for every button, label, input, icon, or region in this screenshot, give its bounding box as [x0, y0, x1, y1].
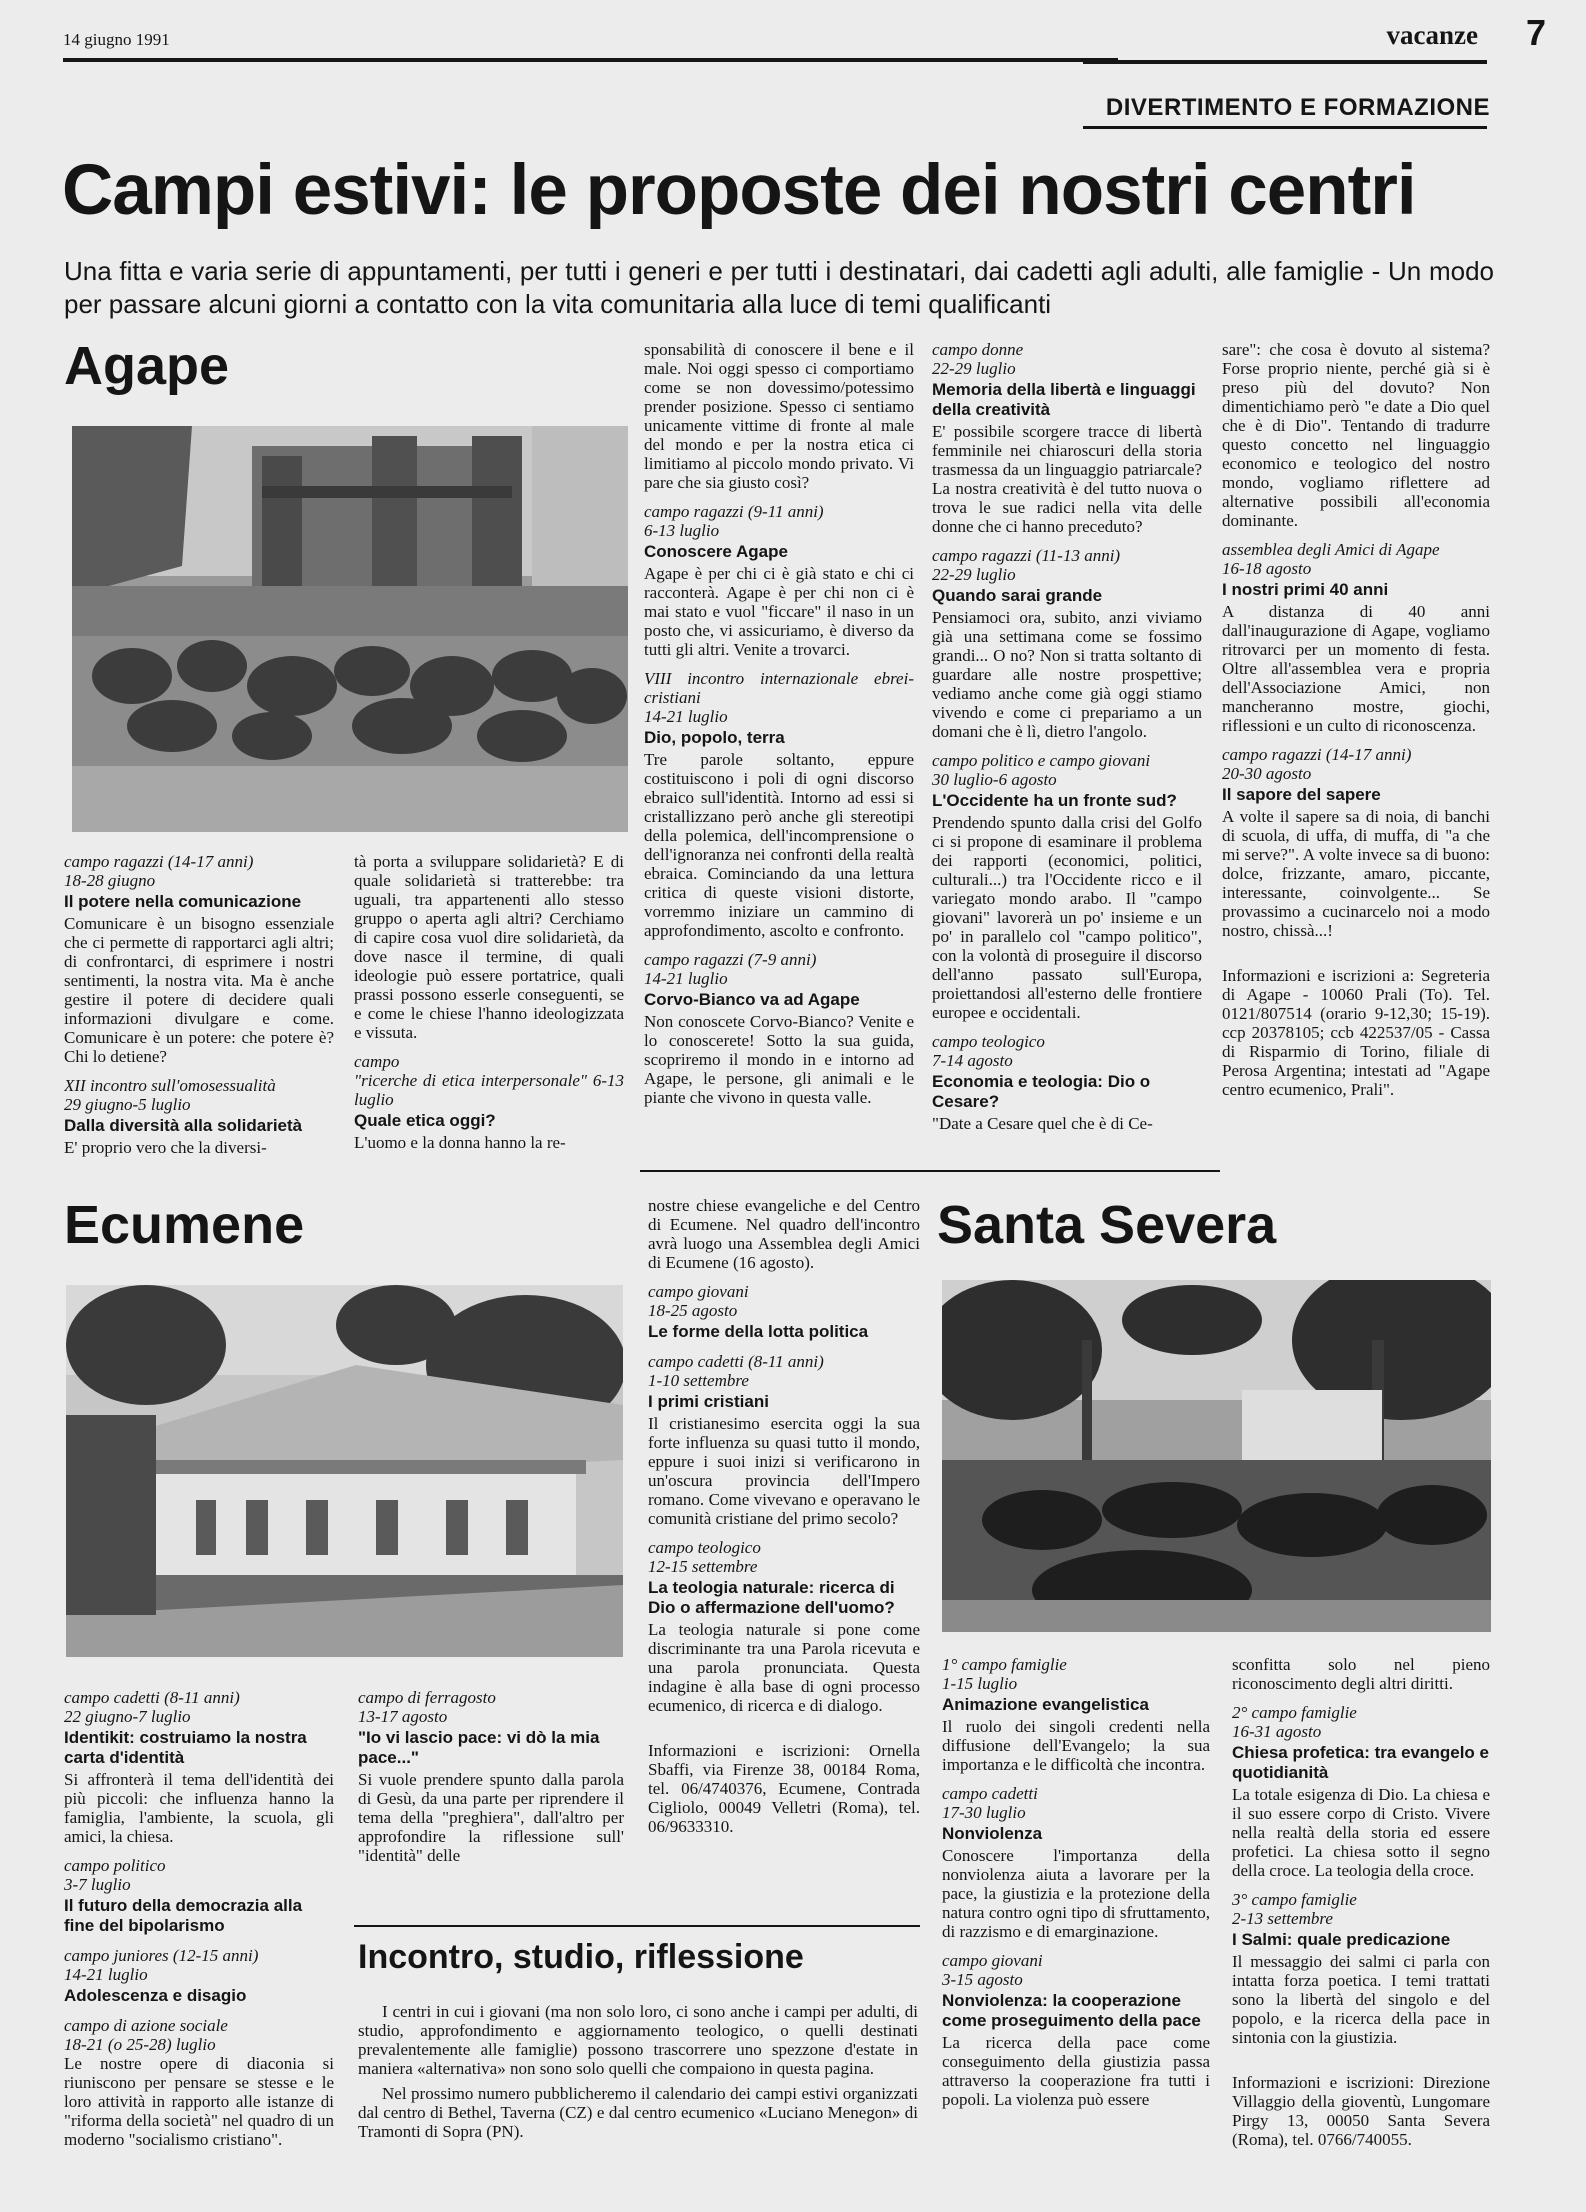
agape-col-5 — [1222, 340, 1490, 1162]
camp-label: campo di azione sociale — [64, 2016, 228, 2035]
box-text — [358, 2002, 918, 2147]
camp-title: La teologia naturale: ricerca di Dio o affermazione dell'uomo? — [648, 1578, 895, 1617]
camp-body: Il ruolo dei singoli credenti nella diffusione dell'Evangelo; la sua importanza e le difficoltà che incontra. — [942, 1717, 1210, 1774]
ecumene-title: Ecumene — [64, 1195, 305, 1255]
agape-col-3 — [644, 340, 914, 1162]
camp-dates: 6-13 luglio — [644, 521, 720, 540]
info-block: Informazioni e iscrizioni: Direzione Villaggio della gioventù, Lungomare Pirgy 13, 00050 Santa Severa (Roma), tel. 0766/740055. — [1232, 2073, 1490, 2149]
camp-label: campo ragazzi (14-17 anni) — [1222, 745, 1412, 764]
agape-col-1 — [64, 852, 334, 1162]
info-block: Informazioni e iscrizioni: Ornella Sbaffi, via Firenze 38, 00184 Roma, tel. 06/4740376, Ecumene, Contrada Cigliolo, 00049 Velletri (Roma), tel. 06/9633310. — [648, 1741, 920, 1836]
camp-dates: 3-15 agosto — [942, 1970, 1023, 1989]
camp-entry — [1222, 540, 1490, 735]
camp-dates: 7-14 agosto — [932, 1051, 1013, 1070]
camp-label: campo teologico — [932, 1032, 1045, 1051]
camp-label: campo ragazzi (11-13 anni) — [932, 546, 1121, 565]
camp-dates: 14-21 luglio — [644, 969, 728, 988]
ecumene-col-3 — [648, 1196, 920, 1908]
camp-entry — [648, 1538, 920, 1715]
camp-label: campo ragazzi (9-11 anni) — [644, 502, 824, 521]
camp-body: A distanza di 40 anni dall'inaugurazione di Agape, vogliamo ritrovarci per un momento di festa. Oltre all'assemblea vera e propria dell'Associazione Amici, non mancheranno mostre, giochi, riflessioni e un culto di riconoscenza. — [1222, 602, 1490, 735]
santa-severa-col-2 — [1232, 1655, 1490, 2175]
camp-body: Conoscere l'importanza della nonviolenza aiuta a lavorare per la pace, la giustizia e la protezione della natura contro ogni tipo di sfruttamento, di razzismo e di emarginazione. — [942, 1846, 1210, 1941]
camp-entry — [644, 669, 914, 940]
camp-title: Nonviolenza: la cooperazione come proseguimento della pace — [942, 1991, 1201, 2030]
camp-body: Il messaggio dei salmi ci parla con intatta forza poetica. I temi trattati sono la libertà del singolo e del popolo, e la ricerca della pace in sintonia con la giustizia. — [1232, 1952, 1490, 2047]
camp-title: Nonviolenza — [942, 1824, 1043, 1843]
camp-label: campo cadetti (8-11 anni) — [64, 1688, 240, 1707]
camp-label: campo cadetti — [942, 1784, 1038, 1803]
camp-body: sconfitta solo nel pieno riconoscimento degli altri diritti. — [1232, 1655, 1490, 1693]
camp-body: La totale esigenza di Dio. La chiesa e il suo essere corpo di Cristo. Vivere nella realtà della storia ed essere profetici. La chiesa sotto il segno della croce. La teologia della croce. — [1232, 1785, 1490, 1880]
camp-label: campo ragazzi (14-17 anni) — [64, 852, 254, 871]
ecumene-col-2 — [358, 1688, 624, 1908]
box-paragraph: Nel prossimo numero pubblicheremo il calendario dei campi estivi organizzati dal centro di Bethel, Taverna (CZ) e dal centro ecumenico «Luciano Menegon» di Tramonti di Sopra (PN). — [358, 2084, 918, 2141]
box-title: Incontro, studio, riflessione — [358, 1938, 804, 1976]
camp-body: Il cristianesimo esercita oggi la sua forte influenza su quasi tutto il mondo, eppure i suoi inizi si verificarono in un'oscura provincia dell'Impero romano. Come vivevano e operavano le comunità cristiane del primo secolo? — [648, 1414, 920, 1528]
camp-entry — [64, 1688, 334, 1846]
camp-dates: 13-17 agosto — [358, 1707, 448, 1726]
camp-dates: 14-21 luglio — [64, 1965, 148, 1984]
camp-title: Economia e teologia: Dio o Cesare? — [932, 1072, 1151, 1111]
camp-label: campo giovani — [942, 1951, 1043, 1970]
camp-entry — [644, 340, 914, 492]
camp-title: Corvo-Bianco va ad Agape — [644, 990, 860, 1009]
camp-dates: 22-29 luglio — [932, 359, 1016, 378]
camp-entry — [932, 751, 1202, 1022]
camp-entry — [942, 1784, 1210, 1941]
issue-date: 14 giugno 1991 — [63, 30, 170, 49]
camp-dates: 14-21 luglio — [644, 707, 728, 726]
header-rule-left — [63, 58, 1118, 62]
camp-entry — [644, 502, 914, 659]
headline: Campi estivi: le proposte dei nostri centri — [62, 151, 1416, 230]
camp-body: tà porta a sviluppare solidarietà? E di quale solidarietà si tratterebbe: tra uguali, tra appartenenti allo stesso gruppo o aperta agli altri? Cerchiamo di capire cosa vuol dire solidarietà, da dove nasce il termine, di quali ideologie può essere portatrice, quali prassi possono esserle conseguenti, se e come le chiese l'hanno ideologizzata e vissuta. — [354, 852, 624, 1042]
camp-body: E' possibile scorgere tracce di libertà femminile nei chiaroscuri della storia trasmessa da un linguaggio patriarcale? La nostra creatività è del tutto nuova o trova le sue radici nella vita delle donne che ci hanno preceduto? — [932, 422, 1202, 536]
camp-title: Il sapore del sapere — [1222, 785, 1381, 804]
camp-entry — [648, 1282, 920, 1342]
camp-title: Dalla diversità alla solidarietà — [64, 1116, 303, 1135]
camp-dates: 30 luglio-6 agosto — [932, 770, 1057, 789]
camp-dates: 22-29 luglio — [932, 565, 1016, 584]
camp-title: "Io vi lascio pace: vi dò la mia pace..." — [358, 1728, 600, 1767]
camp-dates: 16-18 agosto — [1222, 559, 1312, 578]
camp-title: Il futuro della democrazia alla fine del bipolarismo — [64, 1896, 303, 1935]
camp-dates: 17-30 luglio — [942, 1803, 1026, 1822]
camp-title: L'Occidente ha un fronte sud? — [932, 791, 1177, 810]
camp-label: campo juniores (12-15 anni) — [64, 1946, 259, 1965]
camp-label: campo giovani — [648, 1282, 749, 1301]
box-top-rule — [354, 1925, 920, 1927]
camp-body: Si affronterà il tema dell'identità dei più piccoli: che influenza hanno la famiglia, l'ambiente, la scuola, gli amici, la chiesa. — [64, 1770, 334, 1846]
agape-title: Agape — [64, 336, 230, 396]
camp-body: Pensiamoci ora, subito, anzi viviamo già una settimana come se fossimo grandi... O no? Non si tratta soltanto di guardare alle nostre prospettive; vediamo anche come già oggi stiamo vivendo e come ci prepariamo a un domani che è lì, dietro l'angolo. — [932, 608, 1202, 741]
camp-dates: 3-7 luglio — [64, 1875, 131, 1894]
camp-title: Quando sarai grande — [932, 586, 1103, 605]
camp-dates: 1-10 settembre — [648, 1371, 749, 1390]
camp-entry — [932, 340, 1202, 536]
section-name: vacanze — [1386, 20, 1478, 50]
agape-photo — [72, 426, 628, 832]
camp-title: I primi cristiani — [648, 1392, 769, 1411]
box-paragraph: I centri in cui i giovani (ma non solo loro, ci sono anche i campi per adulti, di studio, approfondimento e aggiornamento teologico, o quelli destinati prevalentemente alle famiglie) possono trascorrere uno spezzone d'estate in maniera «alternativa» non sono solo quelli che compaiono in questa pagina. — [358, 2002, 918, 2078]
camp-entry — [64, 2016, 334, 2149]
santa-severa-col-1 — [942, 1655, 1210, 2175]
camp-body: Si vuole prendere spunto dalla parola di Gesù, da una parte per riprendere il tema della "preghiera", dall'altro per approfondire la riflessione sull' "identità" delle — [358, 1770, 624, 1865]
camp-title: Memoria della libertà e linguaggi della creatività — [932, 380, 1196, 419]
camp-body: La teologia naturale si pone come discriminante tra una Parola ricevuta e una parola pronunciata. Questa indagine è alla base di ogni processo ecumenico, di ricerca e di dialogo. — [648, 1620, 920, 1715]
camp-entry — [354, 852, 624, 1042]
camp-dates: 2-13 settembre — [1232, 1909, 1333, 1928]
agape-divider — [640, 1170, 1220, 1172]
santa-severa-title: Santa Severa — [937, 1195, 1277, 1255]
camp-label: assemblea degli Amici di Agape — [1222, 540, 1440, 559]
camp-label: VIII incontro internazionale ebrei-cristiani — [644, 669, 914, 707]
camp-entry — [1222, 340, 1490, 530]
camp-dates: 18-21 (o 25-28) luglio — [64, 2035, 216, 2054]
camp-title: Adolescenza e disagio — [64, 1986, 247, 2005]
camp-title: Chiesa profetica: tra evangelo e quotidianità — [1232, 1743, 1489, 1782]
camp-body: Prendendo spunto dalla crisi del Golfo ci si propone di esaminare il problema dei rapporti (economici, politici, culturali...) tra l'Occidente ricco e il variegato mondo arabo. Il "campo giovani" lavorerà un po' insieme e un po' in parallelo col "campo politico", con la volontà di proseguire il discorso dell'anno passato sull'Europa, proiettandosi all'esterno delle frontiere europee e occidentali. — [932, 813, 1202, 1022]
camp-dates: 18-25 agosto — [648, 1301, 738, 1320]
camp-entry — [64, 1946, 334, 2006]
camp-body: nostre chiese evangeliche e del Centro di Ecumene. Nel quadro dell'incontro avrà luogo una Assemblea degli Amici di Ecumene (16 agosto). — [648, 1196, 920, 1272]
rubric: DIVERTIMENTO E FORMAZIONE — [1105, 94, 1490, 121]
camp-label: campo politico e campo giovani — [932, 751, 1151, 770]
camp-title: Conoscere Agape — [644, 542, 788, 561]
camp-entry — [358, 1688, 624, 1865]
santa-severa-photo — [942, 1280, 1491, 1632]
camp-label: 1° campo famiglie — [942, 1655, 1067, 1674]
camp-label: campo teologico — [648, 1538, 761, 1557]
camp-label: campo ragazzi (7-9 anni) — [644, 950, 817, 969]
camp-label: 2° campo famiglie — [1232, 1703, 1357, 1722]
camp-label: campo di ferragosto — [358, 1688, 496, 1707]
agape-col-2 — [354, 852, 624, 1162]
camp-body: L'uomo e la donna hanno la re- — [354, 1133, 566, 1152]
camp-title: Quale etica oggi? — [354, 1111, 496, 1130]
camp-dates: 29 giugno-5 luglio — [64, 1095, 191, 1114]
ecumene-col-1 — [64, 1688, 334, 2168]
camp-entry — [64, 852, 334, 1066]
camp-dates: "ricerche di etica interpersonale" 6-13 luglio — [354, 1071, 624, 1109]
camp-label: campo politico — [64, 1856, 166, 1875]
camp-body: E' proprio vero che la diversi- — [64, 1138, 267, 1157]
camp-title: I Salmi: quale predicazione — [1232, 1930, 1451, 1949]
rubric-rule — [1083, 126, 1487, 129]
camp-body: "Date a Cesare quel che è di Ce- — [932, 1114, 1153, 1133]
info-block: Informazioni e iscrizioni a: Segreteria di Agape - 10060 Prali (To). Tel. 0121/807514 (orario 9-12,30; 15-19). ccp 20378105; ccb 422537/05 - Cassa di Risparmio di Torino, filiale di Perosa Argentina; intestati ad "Agape centro ecumenico, Prali". — [1222, 966, 1490, 1099]
subheadline: Una fitta e varia serie di appuntamenti, per tutti i generi e per tutti i destinatari, dai cadetti agli adulti, alle famiglie - Un modo per passare alcuni giorni a contatto con la vita comunitaria alla luce di temi qualificanti — [64, 256, 1494, 319]
camp-entry — [1232, 1703, 1490, 1880]
camp-body: Tre parole soltanto, eppure costituiscono i poli di ogni discorso ebraico sull'identità. Intorno ad essi si cristallizzano però anche gli stereotipi della polemica, dell'incomprensione o dell'ignoranza nei confronti della realtà ebraica. Cominciando da una lettura critica di queste visioni distorte, vorremmo iniziare un cammino di approfondimento, ascolto e confronto. — [644, 750, 914, 940]
camp-body: Comunicare è un bisogno essenziale che ci permette di rapportarci agli altri; di confrontarci, di esprimere i nostri sentimenti, la nostra vita. Ma è anche gestire il potere di decidere quali informazioni divulgare e come. Comunicare è un potere: che potere è? Chi lo detiene? — [64, 914, 334, 1066]
camp-entry — [64, 1076, 334, 1157]
camp-label: XII incontro sull'omosessualità — [64, 1076, 276, 1095]
camp-body: Agape è per chi ci è già stato e chi ci racconterà. Agape è per chi non ci è mai stato e vuol "ficcare" il naso in un posto che, vi assicuriamo, è diverso da tutti gli altri. Venite a trovarci. — [644, 564, 914, 659]
camp-title: Identikit: costruiamo la nostra carta d'identità — [64, 1728, 307, 1767]
ecumene-photo — [66, 1285, 623, 1657]
camp-body: sponsabilità di conoscere il bene e il male. Noi oggi spesso ci comportiamo come se non dovessimo/potessimo prender posizione. Spesso ci sentiamo unicamente vittime di fronte al male del mondo e per la nostra etica ci limitiamo al piccolo mondo privato. Vi pare che sia giusto così? — [644, 340, 914, 492]
header-rule-right — [1083, 60, 1487, 64]
camp-dates: 1-15 luglio — [942, 1674, 1018, 1693]
camp-entry — [64, 1856, 334, 1936]
camp-entry — [942, 1951, 1210, 2109]
agape-col-4 — [932, 340, 1202, 1162]
camp-title: Il potere nella comunicazione — [64, 892, 302, 911]
camp-label: campo — [354, 1052, 400, 1071]
camp-entry — [932, 546, 1202, 741]
camp-entry — [648, 1196, 920, 1272]
camp-dates: 12-15 settembre — [648, 1557, 758, 1576]
camp-entry — [1232, 1890, 1490, 2047]
camp-body: La ricerca della pace come conseguimento della giustizia passa attraverso la cooperazione fra tutti i popoli. La violenza può essere — [942, 2033, 1210, 2109]
camp-body: Le nostre opere di diaconia si riuniscono per pensare se stesse e le loro attività in rapporto alle istanze di "riforma della società" nel quadro di un moderno "socialismo cristiano". — [64, 2054, 334, 2149]
camp-title: Dio, popolo, terra — [644, 728, 785, 747]
camp-title: Le forme della lotta politica — [648, 1322, 869, 1341]
camp-label: 3° campo famiglie — [1232, 1890, 1357, 1909]
camp-entry — [1222, 745, 1490, 940]
camp-title: I nostri primi 40 anni — [1222, 580, 1389, 599]
page-number: 7 — [1525, 12, 1546, 53]
camp-entry — [354, 1052, 624, 1152]
camp-dates: 18-28 giugno — [64, 871, 156, 890]
camp-label: campo donne — [932, 340, 1024, 359]
camp-entry — [648, 1352, 920, 1528]
camp-body: sare": che cosa è dovuto al sistema? Forse proprio niente, perché già si è preso più del dovuto? Non dimentichiamo però "e date a Dio quel che è di Dio". Tentando di tradurre questo concetto nel linguaggio economico e teologico del nostro mondo, vogliamo riflettere ad alternative possibili all'economia dominante. — [1222, 340, 1490, 530]
camp-entry — [932, 1032, 1202, 1133]
camp-label: campo cadetti (8-11 anni) — [648, 1352, 824, 1371]
camp-dates: 16-31 agosto — [1232, 1722, 1322, 1741]
camp-entry — [644, 950, 914, 1107]
camp-body: Non conoscete Corvo-Bianco? Venite e lo conoscerete! Sotto la sua guida, scopriremo il mondo in e intorno ad Agape, le persone, gli animali e le piante che vivono in questa valle. — [644, 1012, 914, 1107]
camp-entry — [942, 1655, 1210, 1774]
camp-entry — [1232, 1655, 1490, 1693]
camp-body: A volte il sapere sa di noia, di banchi di scuola, di uffa, di muffa, di "a che mi serve?". A volte invece sa di buono: dolce, frizzante, amaro, piccante, interessante, coinvolgente... Se provassimo a cucinarcelo noi a modo nostro, chissà...! — [1222, 807, 1490, 940]
camp-dates: 22 giugno-7 luglio — [64, 1707, 191, 1726]
camp-dates: 20-30 agosto — [1222, 764, 1312, 783]
camp-title: Animazione evangelistica — [942, 1695, 1149, 1714]
